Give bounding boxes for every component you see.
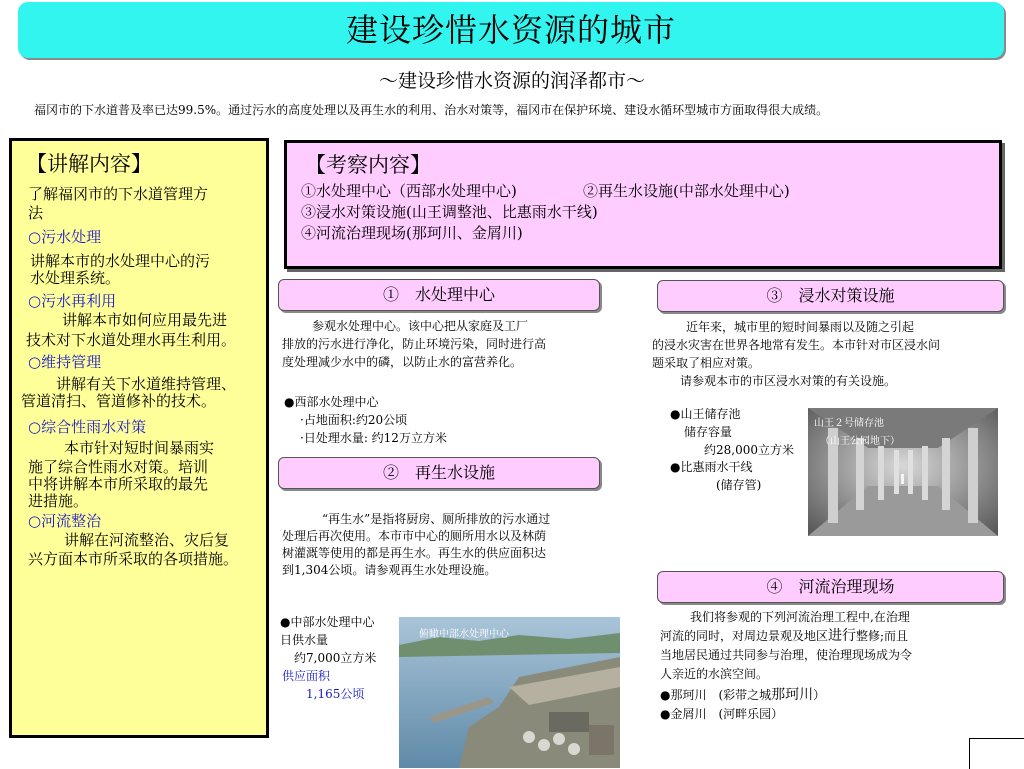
section-2-supply-label: 日供水量 [280, 633, 329, 647]
section-4-desc: 人亲近的水滨空间。 [660, 667, 769, 681]
topic-text: 讲解本市的水处理中心的污 [30, 252, 211, 270]
section-2-desc: 树灌溉等使用的都是再生水。再生水的供应面积达 [282, 546, 547, 560]
lecture-intro-line: 法 [28, 204, 44, 222]
section-3-desc: 的浸水灾害在世界各地常有发生。本市针对市区浸水问 [652, 338, 941, 352]
topic-text: 兴方面本市所采取的各项措施。 [28, 550, 239, 568]
section-label-flood-control: ③ 浸水对策设施 [657, 280, 1004, 312]
topic-maintenance: ○维持管理 [28, 353, 102, 371]
topic-text: 进措施。 [28, 492, 89, 510]
topic-text: 中将讲解本市所采取的最先 [28, 475, 209, 493]
section-4-desc [660, 627, 908, 645]
river-text-part: ●那珂川 (彩带之城 [660, 688, 772, 702]
section-1-desc: 参观水处理中心。该中心把从家庭及工厂 [312, 319, 529, 333]
section-3-trunk-note: (储存管) [716, 478, 762, 492]
topic-text: 施了综合性雨水对策。培训 [28, 458, 209, 476]
section-4-desc-part: 河流的同时，对周边景观及地区 [660, 629, 829, 643]
section-4-river-kanakuzu: ●金屑川 (河畔乐园） [660, 707, 784, 721]
central-treatment-aerial-photo [399, 617, 620, 768]
section-3-desc: 近年来，城市里的短时间暴雨以及随之引起 [686, 320, 915, 334]
section-4-desc-part: 整修;而且 [856, 629, 909, 643]
section-3-pond: ●山王储存池 [670, 407, 741, 421]
page-subtitle: ～建设珍惜水资源的润泽都市～ [378, 70, 645, 92]
topic-text: 管道清扫、管道修补的技术。 [21, 392, 217, 410]
section-4-desc: 当地居民通过共同参与治理，使治理现场成为令 [660, 648, 913, 662]
topic-river: ○河流整治 [28, 512, 102, 530]
section-2-desc: 处理后再次使用。本市市中心的厕所用水以及林荫 [282, 529, 547, 543]
river-text-part: 那珂川 [771, 687, 814, 703]
section-2-desc: “再生水”是指将厨房、厕所排放的污水通过 [322, 512, 551, 526]
page-title: 建设珍惜水资源的城市 [345, 11, 676, 49]
lecture-intro-line: 了解福冈市的下水道管理方 [28, 185, 209, 203]
inspection-item-4: ④河流治理现场(那珂川、金屑川) [301, 224, 523, 242]
topic-text: 本市针对短时间暴雨实 [64, 439, 215, 457]
section-label-river-works: ④ 河流治理现场 [657, 571, 1004, 603]
inspection-box [284, 140, 1002, 269]
aerial-photo-caption: 俯瞰中部水处理中心 [419, 629, 509, 640]
topic-sewage-reuse: ○污水再利用 [28, 292, 117, 310]
inspection-item-3: ③浸水对策设施(山王调整池、比惠雨水干线) [301, 203, 598, 221]
topic-text: 水处理系统。 [30, 269, 121, 287]
section-1-facility: ●西部水处理中心 [284, 395, 379, 409]
section-4-desc: 我们将参观的下列河流治理工程中,在治理 [690, 610, 910, 624]
topic-text: 讲解有关下水道维持管理、 [56, 375, 237, 393]
sanno-reservoir-photo [808, 408, 998, 536]
topic-sewage-treatment: ○污水处理 [28, 228, 102, 246]
inspection-item-1: ①水处理中心（西部水处理中心) [301, 182, 517, 200]
section-2-desc: 到1,304公顷。请参观再生水处理设施。 [282, 563, 497, 577]
section-1-capacity: ·日处理水量: 约12万立方米 [300, 431, 447, 445]
section-1-desc: 度处理减少水中的磷，以防止水的富营养化。 [282, 355, 523, 369]
section-3-trunk: ●比惠雨水干线 [670, 460, 753, 474]
section-1-desc: 排放的污水进行净化，防止环境污染，同时进行高 [282, 337, 547, 351]
section-label-reclaimed-water: ② 再生水设施 [278, 457, 600, 489]
section-4-desc-part: 进行 [828, 628, 857, 644]
topic-text: 技术对下水道处理水再生利用。 [26, 331, 237, 349]
topic-text: 讲解本市如何应用最先进 [62, 311, 228, 329]
section-3-storage-value: 约28,000立方米 [704, 443, 794, 457]
section-2-facility: ●中部水处理中心 [280, 615, 375, 629]
section-label-water-treatment: ① 水处理中心 [278, 279, 600, 311]
corner-frame [969, 738, 1024, 769]
topic-text: 讲解在河流整治、灾后复 [64, 531, 230, 549]
reservoir-photo-caption-2: （山王公园地下） [820, 436, 900, 447]
section-3-desc: 题采取了相应对策。 [652, 356, 761, 370]
section-1-area: ·占地面积:约20公顷 [300, 413, 408, 427]
section-3-desc: 请参观本市的市区浸水对策的有关设施。 [680, 374, 897, 388]
section-2-area-value: 1,165公顷 [306, 687, 365, 701]
section-3-storage-label: 储存容量 [684, 425, 733, 439]
lecture-heading: 【讲解内容】 [26, 152, 152, 176]
section-4-river-nakagawa [660, 686, 825, 704]
reservoir-photo-caption-1: 山王２号储存池 [814, 418, 884, 429]
title-banner [18, 2, 1004, 58]
lecture-panel [9, 138, 269, 738]
inspection-item-2: ②再生水设施(中部水处理中心) [583, 182, 790, 200]
topic-rainwater: ○综合性雨水对策 [28, 418, 147, 436]
river-text-part: ） [813, 688, 826, 702]
inspection-heading: 【考察内容】 [305, 153, 431, 177]
section-2-supply-value: 约7,000立方米 [294, 651, 377, 665]
intro-text: 福冈市的下水道普及率已达99.5%。通过污水的高度处理以及再生水的利用、治水对策等，福冈市在保护环境、建设水循环型城市方面取得很大成绩。 [34, 103, 829, 117]
section-2-area-label: 供应面积 [282, 669, 331, 683]
